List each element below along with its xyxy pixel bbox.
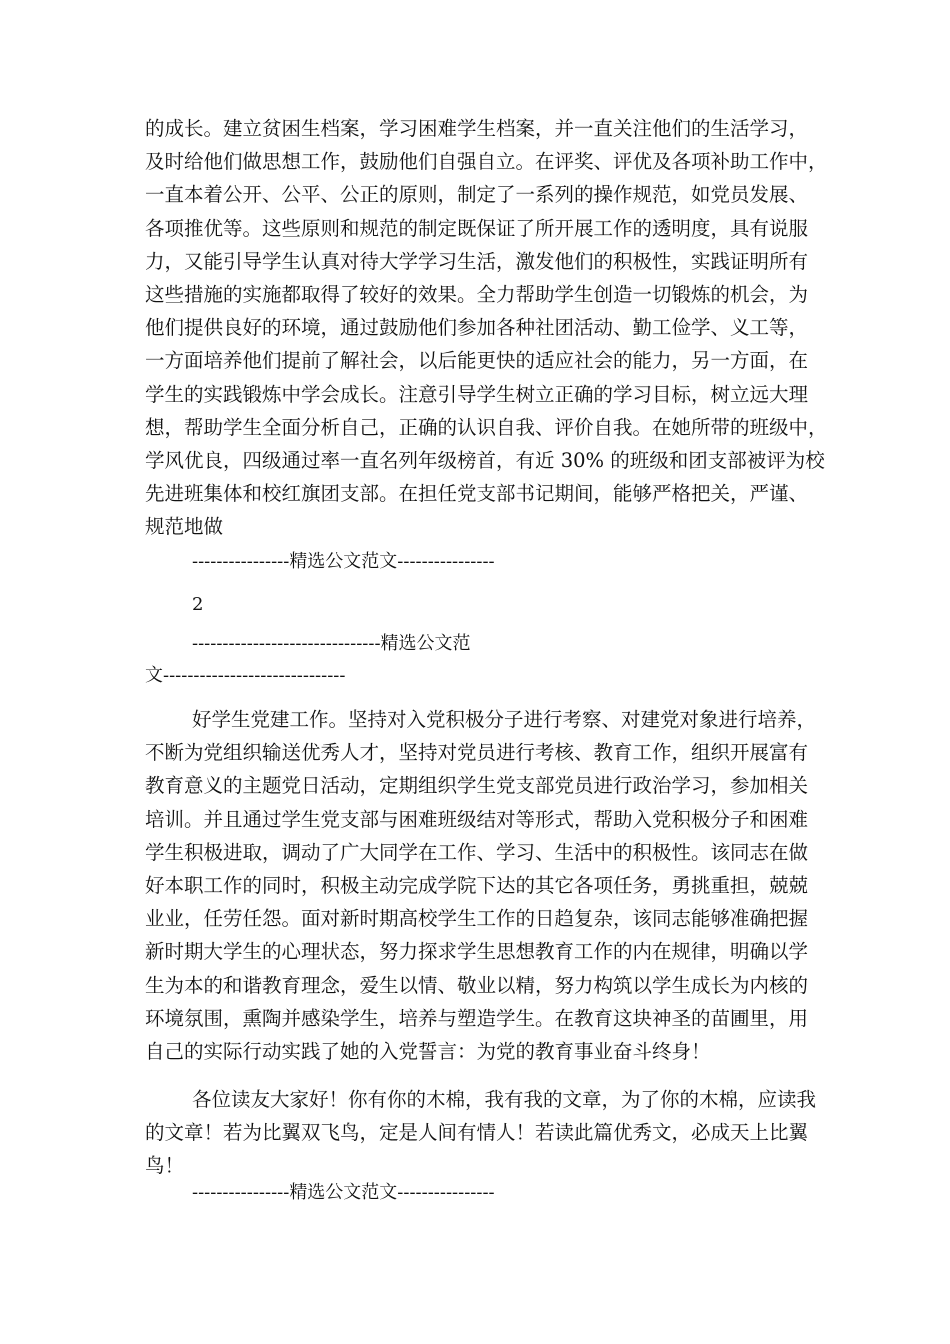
text-line: 好本职工作的同时，积极主动完成学院下达的其它各项任务，勇挑重担，兢兢 (145, 873, 809, 897)
text-line: 不断为党组织输送优秀人才，坚持对党员进行考核、教育工作，组织开展富有 (145, 741, 809, 765)
paragraph-reader-greeting (145, 1083, 817, 1183)
header-separator-line1: -------------------------------精选公文范 (192, 633, 471, 654)
text-line: 培训。并且通过学生党支部与困难班级结对等形式，帮助入党积极分子和困难 (145, 807, 809, 831)
page-number: 2 (192, 594, 204, 615)
text-line: 鸟！ (145, 1154, 185, 1178)
text-line: 一方面培养他们提前了解社会，以后能更快的适应社会的能力，另一方面，在 (145, 349, 809, 373)
header-separator-line2: 文------------------------------ (145, 665, 346, 686)
text-line: 一直本着公开、公平、公正的原则，制定了一系列的操作规范，如党员发展、 (145, 183, 809, 207)
footer-separator-2: ----------------精选公文范文---------------- (192, 1182, 495, 1203)
text-line: 他们提供良好的环境，通过鼓励他们参加各种社团活动、勤工俭学、义工等， (145, 316, 809, 340)
text-line: 教育意义的主题党日活动，定期组织学生党支部党员进行政治学习，参加相关 (145, 774, 809, 798)
text-line: 想，帮助学生全面分析自己，正确的认识自我、评价自我。在她所带的班级中， (145, 415, 828, 439)
text-line: 这些措施的实施都取得了较好的效果。全力帮助学生创造一切锻炼的机会，为 (145, 282, 809, 306)
text-line: 先进班集体和校红旗团支部。在担任党支部书记期间，能够严格把关，严谨、 (145, 482, 809, 506)
text-line: 及时给他们做思想工作，鼓励他们自强自立。在评奖、评优及各项补助工作中， (145, 150, 828, 174)
text-line: 学生的实践锻炼中学会成长。注意引导学生树立正确的学习目标，树立远大理 (145, 382, 809, 406)
text-line: 各项推优等。这些原则和规范的制定既保证了所开展工作的透明度，具有说服 (145, 216, 809, 240)
text-line: 生为本的和谐教育理念，爱生以情、敬业以精，努力构筑以学生成长为内核的 (145, 973, 809, 997)
text-line: 规范地做 (145, 515, 224, 539)
text-line: 环境氛围，熏陶并感染学生，培养与塑造学生。在教育这块神圣的苗圃里，用 (145, 1006, 809, 1030)
text-line: 好学生党建工作。坚持对入党积极分子进行考察、对建党对象进行培养， (192, 708, 817, 731)
text-line: 力，又能引导学生认真对待大学学习生活，激发他们的积极性，实践证明所有 (145, 249, 809, 273)
paragraph-continuation (145, 112, 828, 543)
text-line: 业业，任劳任怨。面对新时期高校学生工作的日趋复杂，该同志能够准确把握 (145, 907, 809, 931)
text-line: 新时期大学生的心理状态，努力探求学生思想教育工作的内在规律，明确以学 (145, 940, 809, 964)
text-line: 学风优良，四级通过率一直名列年级榜首，有近 30% 的班级和团支部被评为校 (145, 448, 825, 472)
text-line: 自己的实际行动实践了她的入党誓言：为党的教育事业奋斗终身！ (145, 1039, 711, 1063)
text-line: 各位读友大家好！你有你的木棉，我有我的文章，为了你的木棉，应读我 (192, 1088, 817, 1111)
text-line: 学生积极进取，调动了广大同学在工作、学习、生活中的积极性。该同志在做 (145, 840, 809, 864)
footer-separator: ----------------精选公文范文---------------- (192, 551, 495, 572)
paragraph-party-work (145, 703, 817, 1068)
text-line: 的文章！若为比翼双飞鸟，定是人间有情人！若读此篇优秀文，必成天上比翼 (145, 1121, 809, 1145)
text-line: 的成长。建立贫困生档案，学习困难学生档案，并一直关注他们的生活学习， (145, 117, 809, 140)
